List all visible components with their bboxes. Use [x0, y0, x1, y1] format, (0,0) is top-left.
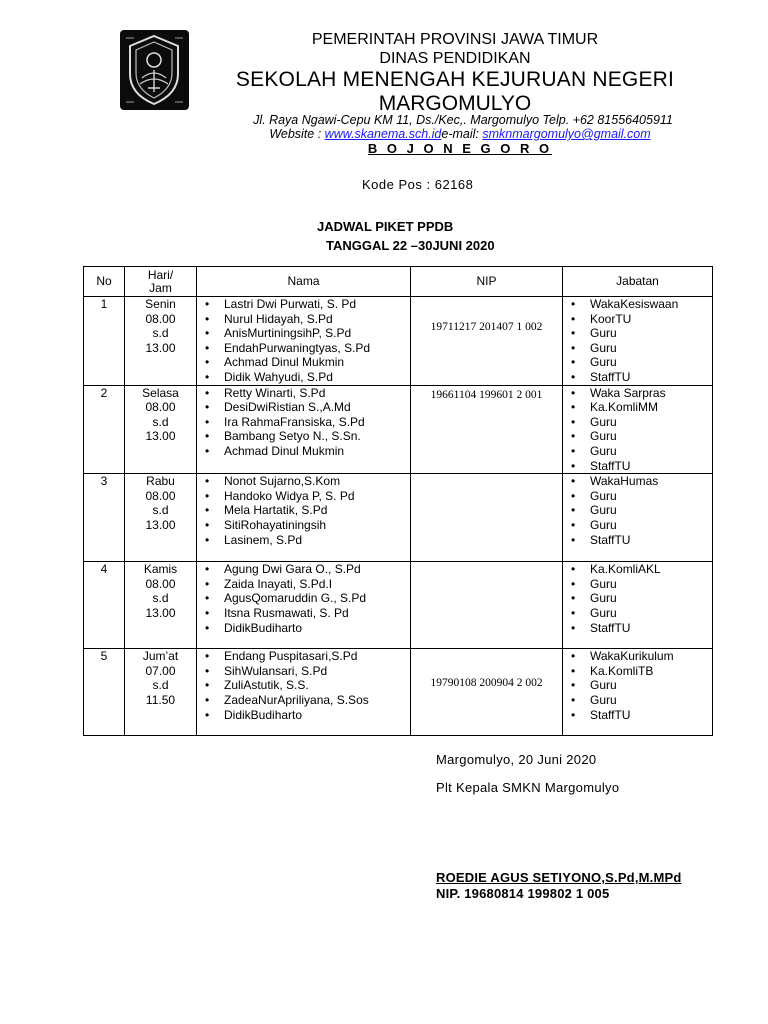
end-time: 13.00 — [145, 605, 176, 620]
names-cell — [197, 649, 411, 736]
role-item: • Guru — [563, 415, 712, 430]
name-item: • SihWulansari, S.Pd — [197, 664, 410, 679]
role-item: • WakaHumas — [563, 474, 712, 489]
until-label: s.d — [152, 503, 169, 518]
day-name: Kamis — [143, 562, 178, 577]
name-item: • Didik Wahyudi, S.Pd — [197, 370, 410, 385]
signature-name: ROEDIE AGUS SETIYONO,S.Pd,M.MPd — [436, 870, 682, 885]
role-item: • WakaKesiswaan — [563, 297, 712, 312]
signature-nip: NIP. 19680814 199802 1 005 — [436, 886, 610, 901]
role-item: • StaffTU — [563, 621, 712, 636]
name-item: • Handoko Widya P, S. Pd — [197, 489, 410, 504]
col-header-hari — [125, 267, 197, 297]
role-item: • WakaKurikulum — [563, 649, 712, 664]
names-cell — [197, 562, 411, 649]
name-item: • SitiRohayatiningsih — [197, 518, 410, 533]
col-header-nip: NIP — [411, 267, 563, 297]
end-time: 13.00 — [145, 517, 176, 532]
names-cell — [197, 474, 411, 562]
header-city: B O J O N E G O R O — [367, 141, 553, 156]
roles-cell — [563, 649, 713, 736]
role-item: • Ka.KomliAKL — [563, 562, 712, 577]
role-item: • Guru — [563, 693, 712, 708]
start-time: 07.00 — [145, 663, 176, 678]
names-list — [197, 474, 410, 547]
col-header-nama: Nama — [197, 267, 411, 297]
name-item: • Zaida Inayati, S.Pd.I — [197, 577, 410, 592]
day-time-cell — [125, 562, 197, 649]
end-time: 13.00 — [145, 429, 176, 444]
name-item: • DidikBudiharto — [197, 621, 410, 636]
until-label: s.d — [152, 326, 169, 340]
names-list — [197, 649, 410, 722]
postal-code: Kode Pos : 62168 — [362, 177, 474, 192]
nip-cell — [411, 562, 563, 649]
roles-cell — [563, 385, 713, 474]
roles-cell — [563, 562, 713, 649]
day-name: Jum’at — [142, 649, 179, 664]
names-cell — [197, 385, 411, 474]
role-item: • Guru — [563, 606, 712, 621]
end-time: 13.00 — [145, 340, 176, 355]
email-label: e-mail: — [441, 127, 483, 141]
name-item: • Lastri Dwi Purwati, S. Pd — [197, 297, 410, 312]
nip-cell: 19711217 201407 1 002 — [411, 297, 563, 386]
table-row — [84, 649, 713, 736]
name-item: • Endang Puspitasari,S.Pd — [197, 649, 410, 664]
email-link[interactable]: smknmargomulyo@gmail.com — [482, 127, 651, 141]
end-time: 11.50 — [145, 692, 176, 707]
roles-list — [563, 474, 712, 547]
role-item: • Guru — [563, 429, 712, 444]
role-item: • Guru — [563, 518, 712, 533]
table-header-row — [84, 267, 713, 297]
roles-list — [563, 649, 712, 722]
roles-cell — [563, 297, 713, 386]
name-item: • Nurul Hidayah, S.Pd — [197, 312, 410, 327]
header-school-line: SEKOLAH MENENGAH KEJURUAN NEGERI — [235, 68, 675, 91]
name-item: • ZadeaNurApriliyana, S.Sos — [197, 693, 410, 708]
role-item: • Guru — [563, 489, 712, 504]
day-name: Rabu — [146, 474, 175, 489]
start-time: 08.00 — [145, 311, 176, 326]
document-title: JADWAL PIKET PPDB — [317, 219, 454, 234]
name-item: • Achmad Dinul Mukmin — [197, 355, 410, 370]
name-item: • EndahPurwaningtyas, S.Pd — [197, 341, 410, 356]
signature-place-date: Margomulyo, 20 Juni 2020 — [436, 752, 597, 767]
day-name: Senin — [145, 297, 176, 311]
name-item: • Achmad Dinul Mukmin — [197, 444, 410, 459]
table-row — [84, 562, 713, 649]
day-time-cell — [125, 297, 197, 386]
name-item: • DesiDwiRistian S.,A.Md — [197, 400, 410, 415]
role-item: • StaffTU — [563, 533, 712, 548]
name-item: • Retty Winarti, S.Pd — [197, 386, 410, 401]
name-item: • AnisMurtiningsihP, S.Pd — [197, 326, 410, 341]
table-row — [84, 297, 713, 386]
day-time-cell — [125, 385, 197, 474]
row-number: 1 — [84, 297, 125, 386]
header-address: Jl. Raya Ngawi-Cepu KM 11, Ds./Kec,. Margomulyo Telp. +62 81556405911 — [253, 113, 673, 127]
role-item: • Guru — [563, 577, 712, 592]
row-number: 4 — [84, 562, 125, 649]
start-time: 08.00 — [145, 400, 176, 415]
role-item: • Guru — [563, 355, 712, 370]
names-list — [197, 562, 410, 635]
row-number: 3 — [84, 474, 125, 562]
role-item: • StaffTU — [563, 708, 712, 723]
role-item: • Guru — [563, 341, 712, 356]
website-link[interactable]: www.skanema.sch.id — [324, 127, 442, 141]
start-time: 08.00 — [145, 576, 176, 591]
col-header-no: No — [84, 267, 125, 297]
role-item: • Waka Sarpras — [563, 386, 712, 401]
name-item: • DidikBudiharto — [197, 708, 410, 723]
document-date-range: TANGGAL 22 –30JUNI 2020 — [326, 238, 495, 253]
website-label: Website : — [269, 127, 325, 141]
name-item: • Itsna Rusmawati, S. Pd — [197, 606, 410, 621]
until-label: s.d — [152, 414, 169, 429]
provincial-emblem-logo — [120, 30, 189, 110]
name-item: • Agung Dwi Gara O., S.Pd — [197, 562, 410, 577]
table-row — [84, 385, 713, 474]
role-item: • StaffTU — [563, 459, 712, 474]
header-school-name: MARGOMULYO — [378, 92, 532, 115]
names-list — [197, 297, 410, 385]
table-row — [84, 474, 713, 562]
until-label: s.d — [152, 591, 169, 606]
role-item: • Guru — [563, 591, 712, 606]
name-item: • Lasinem, S.Pd — [197, 533, 410, 548]
col-header-hari-line1: Hari/ — [147, 267, 174, 282]
name-item: • Ira RahmaFransiska, S.Pd — [197, 415, 410, 430]
role-item: • KoorTU — [563, 312, 712, 327]
roles-list — [563, 562, 712, 635]
name-item: • AgusQomaruddin G., S.Pd — [197, 591, 410, 606]
roles-list — [563, 386, 712, 474]
nip-cell — [411, 474, 563, 562]
day-time-cell — [125, 649, 197, 736]
name-item: • Mela Hartatik, S.Pd — [197, 503, 410, 518]
nip-cell: 19661104 199601 2 001 — [411, 385, 563, 474]
name-item: • ZuliAstutik, S.S. — [197, 678, 410, 693]
names-cell — [197, 297, 411, 386]
header-contact — [225, 127, 695, 141]
start-time: 08.00 — [145, 488, 176, 503]
role-item: • Guru — [563, 503, 712, 518]
row-number: 2 — [84, 385, 125, 474]
name-item: • Bambang Setyo N., S.Sn. — [197, 429, 410, 444]
nip-cell: 19790108 200904 2 002 — [411, 649, 563, 736]
role-item: • Ka.KomliMM — [563, 400, 712, 415]
signature-role: Plt Kepala SMKN Margomulyo — [436, 780, 620, 795]
role-item: • StaffTU — [563, 370, 712, 385]
role-item: • Guru — [563, 326, 712, 341]
row-number: 5 — [84, 649, 125, 736]
roles-cell — [563, 474, 713, 562]
col-header-hari-line2: Jam — [149, 280, 172, 295]
names-list — [197, 386, 410, 459]
header-department-line: DINAS PENDIDIKAN — [379, 50, 531, 67]
day-time-cell — [125, 474, 197, 562]
col-header-jabatan: Jabatan — [563, 267, 713, 297]
roles-list — [563, 297, 712, 385]
role-item: • Guru — [563, 678, 712, 693]
header-government-line: PEMERINTAH PROVINSI JAWA TIMUR — [311, 31, 599, 48]
role-item: • Guru — [563, 444, 712, 459]
role-item: • Ka.KomliTB — [563, 664, 712, 679]
name-item: • Nonot Sujarno,S.Kom — [197, 474, 410, 489]
day-name: Selasa — [142, 385, 179, 400]
duty-schedule-table — [83, 266, 713, 736]
until-label: s.d — [152, 678, 169, 693]
